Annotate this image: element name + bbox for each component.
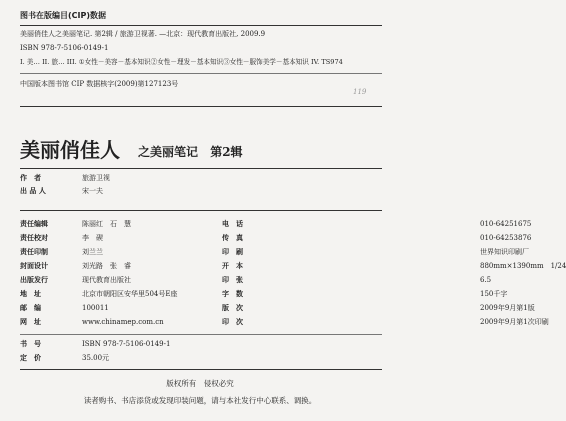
detail-row-editor	[20, 220, 131, 228]
detail-value: 2009年9月第1次印刷	[480, 318, 549, 326]
book-title-main: 美丽俏佳人	[20, 138, 120, 162]
detail-label: 封面设计	[20, 262, 48, 270]
detail-row-printing	[222, 318, 549, 326]
detail-row-edition	[222, 304, 535, 312]
detail-label: 责任编辑	[20, 220, 48, 228]
detail-label: 地 址	[20, 290, 41, 298]
detail-row-postcode	[20, 304, 109, 312]
detail-value: 现代教育出版社	[82, 276, 131, 284]
rights-notice: 版权所有 侵权必究	[166, 379, 234, 388]
producer-value: 宋一夫	[82, 187, 103, 195]
cip-line-record: 中国版本图书馆 CIP 数据核字(2009)第127123号	[20, 80, 179, 88]
detail-value: 世界知识印刷厂	[480, 248, 529, 256]
detail-value: 北京市朝阳区安华里504号E座	[82, 290, 178, 298]
detail-row-phone	[222, 220, 532, 228]
details-bottom-rule	[20, 334, 382, 335]
details-top-rule	[20, 210, 382, 211]
detail-label: 印 刷	[222, 248, 243, 256]
price-value: 35.00元	[82, 354, 110, 362]
detail-row-word-count	[222, 290, 508, 298]
detail-value: 刘兰兰	[82, 248, 103, 256]
cip-line-citation: 美丽俏佳人之美丽笔记. 第2辑 / 旅游卫视著. —北京：现代教育出版社, 2009.9	[20, 30, 266, 38]
title-rule	[20, 168, 382, 169]
detail-value: 100011	[82, 304, 109, 312]
detail-label: 出版发行	[20, 276, 48, 284]
isbn-row	[20, 340, 171, 348]
detail-row-print-supervisor	[20, 248, 103, 256]
service-note: 读者购书、书店添货或发现印装问题，请与本社发行中心联系、调换。	[83, 396, 317, 405]
isbn-label: 书 号	[20, 340, 41, 348]
handwritten-mark: 119	[353, 88, 367, 96]
cip-top-rule	[20, 25, 382, 26]
detail-row-publisher	[20, 276, 131, 284]
book-subtitle	[138, 146, 243, 158]
detail-value: 刘光路 张 睿	[82, 262, 131, 270]
book-volume: 第2辑	[210, 145, 243, 159]
detail-row-proofreader	[20, 234, 103, 242]
cip-line-isbn: ISBN 978-7-5106-0149-1	[20, 44, 109, 52]
cip-line-classification: I. 美… II. 旅… III. ①女性－美容－基本知识②女性－理发－基本知识③女性－服饰美学－基本知识 IV. TS974	[20, 58, 343, 66]
book-title	[20, 140, 120, 160]
detail-value: 010-64253876	[480, 234, 532, 242]
detail-value: 6.5	[480, 276, 492, 284]
producer-label: 出 品 人	[20, 187, 46, 195]
author-row	[20, 174, 110, 182]
detail-label: 责任印制	[20, 248, 48, 256]
author-label: 作 者	[20, 174, 41, 182]
detail-row-website	[20, 318, 164, 326]
detail-value: 880mm×1390mm 1/24	[480, 262, 566, 270]
author-value: 旅游卫视	[82, 174, 110, 182]
price-label: 定 价	[20, 354, 41, 362]
detail-row-address	[20, 290, 178, 298]
book-subtitle-text: 之美丽笔记	[138, 145, 199, 159]
detail-label: 字 数	[222, 290, 243, 298]
footer-rule	[20, 369, 382, 370]
detail-value: 陈丽红 石 慧	[82, 220, 131, 228]
isbn-value: ISBN 978-7-5106-0149-1	[82, 340, 171, 348]
detail-row-format	[222, 262, 566, 270]
cip-header: 图书在版编目(CIP)数据	[20, 11, 107, 20]
detail-value: 010-64251675	[480, 220, 532, 228]
cip-divider	[20, 73, 382, 74]
detail-value: www.chinamep.com.cn	[82, 318, 164, 326]
detail-label: 印 次	[222, 318, 243, 326]
detail-label: 邮 编	[20, 304, 41, 312]
cip-bottom-rule	[20, 106, 382, 107]
detail-label: 网 址	[20, 318, 41, 326]
detail-value: 150千字	[480, 290, 508, 298]
price-row	[20, 354, 110, 362]
detail-label: 电 话	[222, 220, 243, 228]
detail-label: 传 真	[222, 234, 243, 242]
detail-row-cover-design	[20, 262, 131, 270]
detail-value: 2009年9月第1版	[480, 304, 535, 312]
detail-row-printer	[222, 248, 529, 256]
detail-value: 李 碶	[82, 234, 103, 242]
detail-label: 责任校对	[20, 234, 48, 242]
detail-label: 版 次	[222, 304, 243, 312]
producer-row	[20, 187, 103, 195]
detail-label: 印 张	[222, 276, 243, 284]
detail-label: 开 本	[222, 262, 243, 270]
detail-row-fax	[222, 234, 532, 242]
detail-row-sheets	[222, 276, 492, 284]
